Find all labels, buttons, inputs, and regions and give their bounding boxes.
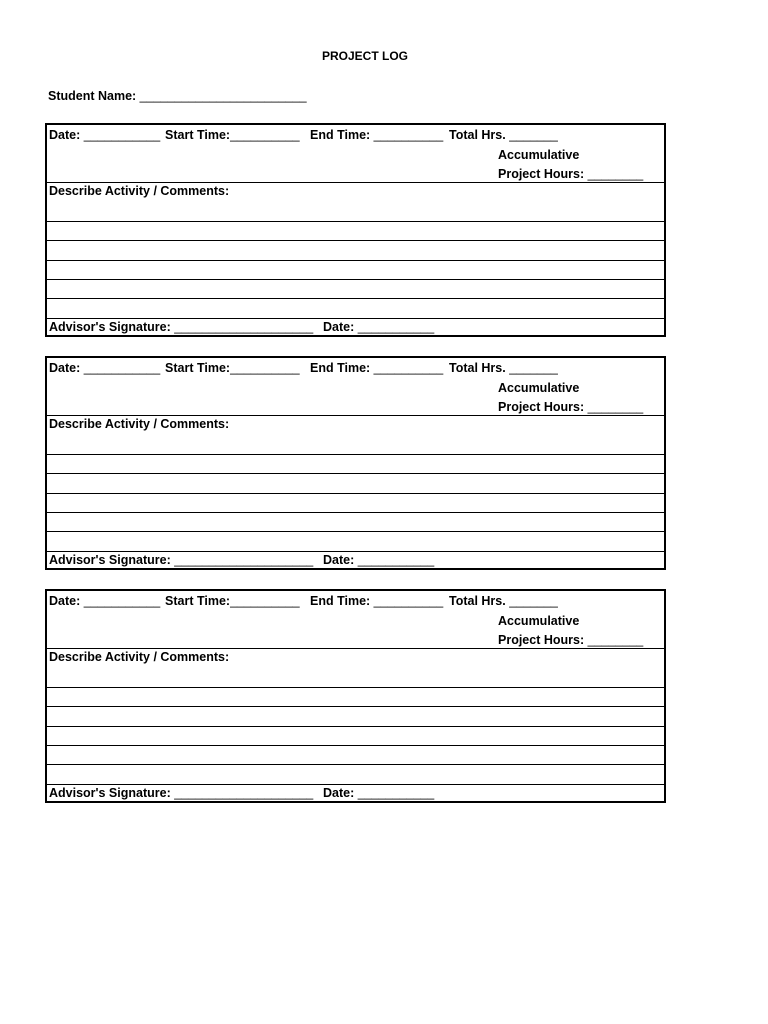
comment-line[interactable] [47, 727, 664, 746]
comment-line[interactable] [47, 474, 664, 494]
advisor-signature-field[interactable]: ____________________ [170, 320, 314, 334]
advisor-row [47, 785, 664, 803]
comment-line[interactable] [47, 280, 664, 299]
date-label: Date: [49, 128, 81, 142]
start-time-field[interactable]: __________ [230, 128, 300, 142]
page-title: PROJECT LOG [321, 49, 408, 63]
log-entry-2 [45, 356, 666, 570]
describe-activity-label: Describe Activity / Comments: [49, 184, 230, 198]
comment-line[interactable] [47, 746, 664, 765]
header-row [47, 591, 664, 649]
comment-line[interactable] [47, 455, 664, 474]
total-hrs-field[interactable]: _______ [505, 128, 558, 142]
date-label: Date: [49, 361, 81, 375]
date-field[interactable]: ___________ [80, 361, 161, 375]
comment-line[interactable] [47, 299, 664, 319]
advisor-signature-label: Advisor's Signature: [49, 320, 171, 334]
start-time-field[interactable]: __________ [230, 594, 300, 608]
end-time-label: End Time: [310, 361, 371, 375]
project-hours-field[interactable]: ________ [584, 633, 644, 647]
advisor-signature-field[interactable]: ____________________ [170, 553, 314, 567]
total-hrs-field[interactable]: _______ [505, 361, 558, 375]
signature-date-label: Date: [323, 786, 355, 800]
comment-line[interactable] [47, 222, 664, 241]
describe-row[interactable] [47, 183, 664, 222]
comment-line[interactable] [47, 494, 664, 513]
comment-line[interactable] [47, 513, 664, 532]
comment-line[interactable] [47, 765, 664, 785]
total-hrs-label: Total Hrs. [449, 128, 506, 142]
student-name-label: Student Name: [48, 89, 137, 103]
comment-line[interactable] [47, 707, 664, 727]
accumulative-label: Accumulative [498, 381, 580, 395]
student-name-field[interactable]: ________________________ [136, 89, 307, 103]
total-hrs-label: Total Hrs. [449, 594, 506, 608]
advisor-signature-label: Advisor's Signature: [49, 553, 171, 567]
describe-activity-label: Describe Activity / Comments: [49, 417, 230, 431]
log-entry-1 [45, 123, 666, 337]
total-hrs-label: Total Hrs. [449, 361, 506, 375]
advisor-signature-field[interactable]: ____________________ [170, 786, 314, 800]
end-time-label: End Time: [310, 128, 371, 142]
start-time-field[interactable]: __________ [230, 361, 300, 375]
describe-row[interactable] [47, 649, 664, 688]
header-row [47, 125, 664, 183]
end-time-field[interactable]: __________ [370, 361, 444, 375]
log-entry-3 [45, 589, 666, 803]
date-field[interactable]: ___________ [80, 594, 161, 608]
signature-date-field[interactable]: ___________ [354, 553, 435, 567]
project-hours-field[interactable]: ________ [584, 400, 644, 414]
comment-line[interactable] [47, 532, 664, 552]
signature-date-label: Date: [323, 553, 355, 567]
end-time-field[interactable]: __________ [370, 594, 444, 608]
total-hrs-field[interactable]: _______ [505, 594, 558, 608]
comment-line[interactable] [47, 261, 664, 280]
advisor-row [47, 552, 664, 570]
signature-date-label: Date: [323, 320, 355, 334]
project-hours-label: Project Hours: [498, 400, 585, 414]
project-hours-field[interactable]: ________ [584, 167, 644, 181]
signature-date-field[interactable]: ___________ [354, 320, 435, 334]
describe-row[interactable] [47, 416, 664, 455]
advisor-row [47, 319, 664, 337]
project-hours-label: Project Hours: [498, 633, 585, 647]
comment-line[interactable] [47, 688, 664, 707]
comment-line[interactable] [47, 241, 664, 261]
signature-date-field[interactable]: ___________ [354, 786, 435, 800]
header-row [47, 358, 664, 416]
accumulative-label: Accumulative [498, 148, 580, 162]
accumulative-label: Accumulative [498, 614, 580, 628]
project-hours-label: Project Hours: [498, 167, 585, 181]
describe-activity-label: Describe Activity / Comments: [49, 650, 230, 664]
date-label: Date: [49, 594, 81, 608]
end-time-field[interactable]: __________ [370, 128, 444, 142]
start-time-label: Start Time: [165, 361, 231, 375]
start-time-label: Start Time: [165, 594, 231, 608]
advisor-signature-label: Advisor's Signature: [49, 786, 171, 800]
date-field[interactable]: ___________ [80, 128, 161, 142]
student-name-line [48, 89, 307, 103]
end-time-label: End Time: [310, 594, 371, 608]
start-time-label: Start Time: [165, 128, 231, 142]
